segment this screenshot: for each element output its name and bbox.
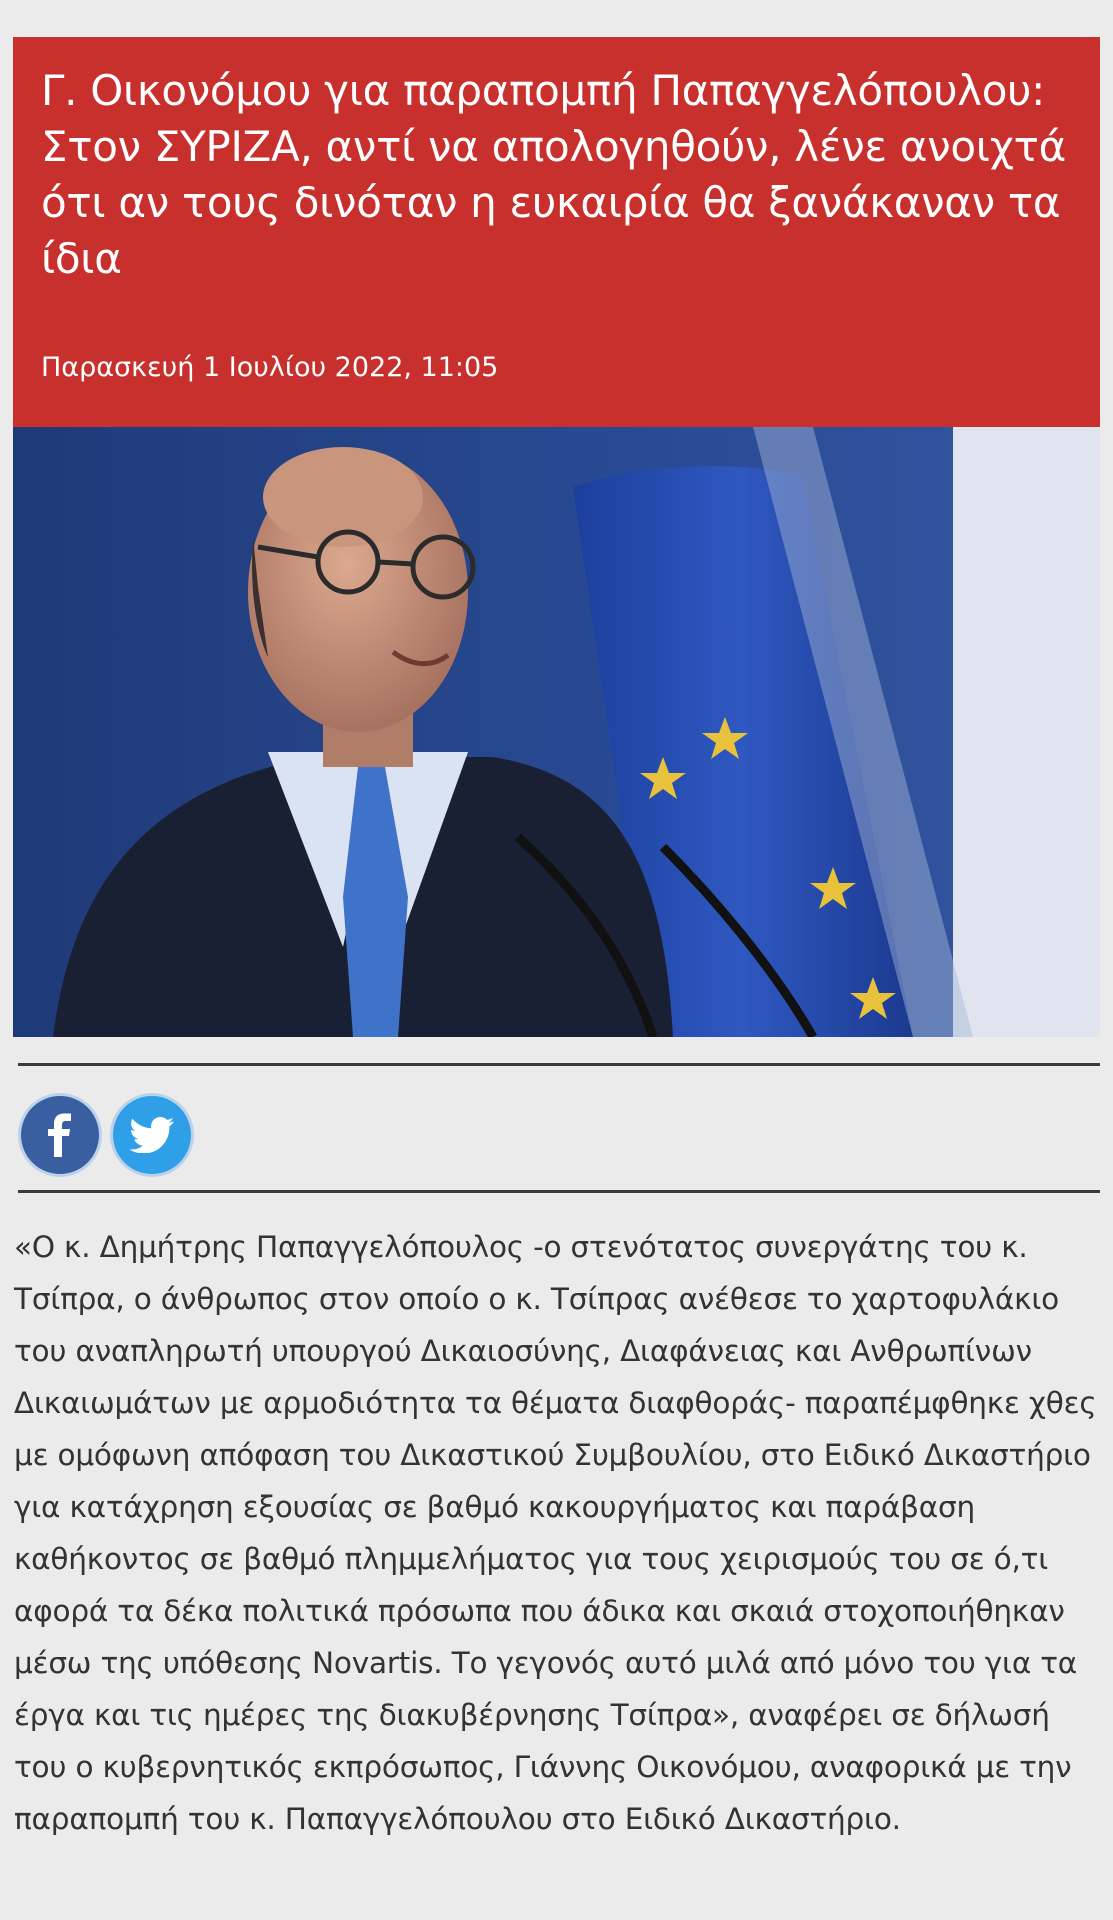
divider-top xyxy=(18,1063,1100,1066)
facebook-share-button[interactable] xyxy=(18,1093,102,1177)
article-title: Γ. Οικονόμου για παραπομπή Παπαγγελόπουλου: Στον ΣΥΡΙΖΑ, αντί να απολογηθούν, λένε ανοιχτά ότι αν τους δινόταν η ευκαιρία θα ξανάκαναν τα ίδια xyxy=(41,66,1067,283)
divider-bottom xyxy=(18,1190,1100,1193)
article-photo[interactable] xyxy=(13,427,1100,1037)
article-body: «Ο κ. Δημήτρης Παπαγγελόπουλος -ο στενότατος συνεργάτης του κ. Τσίπρα, ο άνθρωπος στον οποίο ο κ. Τσίπρας ανέθεσε το χαρτοφυλάκιο του αναπληρωτή υπουργού Δικαιοσύνης, Διαφάνειας και Ανθρωπίνων Δικαιωμάτων με αρμοδιότητα τα θέματα διαφθοράς- παραπέμφθηκε χθες με ομόφωνη απόφαση του Δικαστικού Συμβουλίου, στο Ειδικό Δικαστήριο για κατάχρηση εξουσίας σε βαθμό κακουργήματος και παράβαση καθήκοντος σε βαθμό πλημμελήματος για τους χειρισμούς του σε ό,τι αφορά τα δέκα πολιτικά πρόσωπα που άδικα και σκαιά στοχοποιήθηκαν μέσω της υπόθεσης Novartis. Το γεγονός αυτό μιλά από μόνο του για τα έργα και τις ημέρες της διακυβέρνησης Τσίπρα», αναφέρει σε δήλωσή του ο κυβερνητικός εκπρόσωπος, Γιάννης Οικονόμου, αναφορικά με την παραπομπή του κ. Παπαγγελόπουλου στο Ειδικό Δικαστήριο. xyxy=(14,1230,1097,1836)
twitter-icon xyxy=(130,1117,174,1153)
share-bar xyxy=(18,1093,194,1177)
twitter-share-button[interactable] xyxy=(110,1093,194,1177)
article-header xyxy=(13,37,1100,427)
article-date: Παρασκευή 1 Ιουλίου 2022, 11:05 xyxy=(41,352,499,383)
facebook-icon xyxy=(42,1113,78,1157)
